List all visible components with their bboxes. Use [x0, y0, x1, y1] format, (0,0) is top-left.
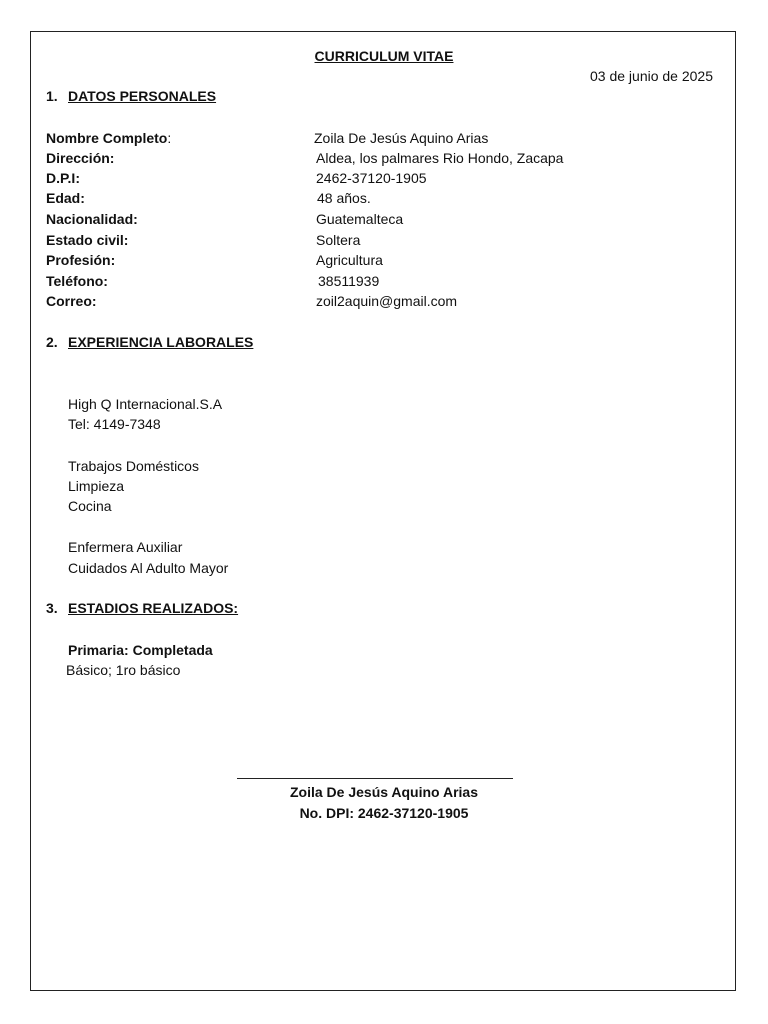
email-label: Correo: — [46, 293, 97, 309]
civil-status-label: Estado civil: — [46, 232, 129, 248]
signature-dpi: No. DPI: 2462-37120-1905 — [299, 805, 469, 821]
phone-label: Teléfono: — [46, 273, 108, 289]
address-label: Dirección: — [46, 150, 115, 166]
name-value: Zoila De Jesús Aquino Arias — [314, 130, 489, 146]
dpi-value: 2462-37120-1905 — [316, 170, 427, 186]
email-value: zoil2aquin@gmail.com — [316, 293, 458, 309]
age-label: Edad: — [46, 190, 85, 206]
name-colon: : — [167, 130, 172, 146]
section-number: 2. — [46, 334, 58, 350]
profession-label: Profesión: — [46, 252, 116, 268]
name-label: Nombre Completo — [46, 130, 168, 146]
profession-value: Agricultura — [316, 252, 383, 268]
section-title: ESTADIOS REALIZADOS: — [68, 600, 239, 616]
section-heading-personal — [46, 86, 216, 106]
dpi-label: D.P.I: — [46, 170, 80, 186]
section-title: EXPERIENCIA LABORALES — [68, 334, 254, 350]
section-heading-experience — [46, 332, 253, 352]
experience-job-2-task-1: Cuidados Al Adulto Mayor — [68, 560, 229, 576]
nationality-value: Guatemalteca — [316, 211, 404, 227]
section-title: DATOS PERSONALES — [68, 88, 217, 104]
experience-company: High Q Internacional.S.A — [68, 396, 223, 412]
document-date: 03 de junio de 2025 — [590, 68, 713, 84]
nationality-label: Nacionalidad: — [46, 211, 138, 227]
phone-value: 38511939 — [318, 273, 380, 289]
name-label-row — [46, 128, 171, 148]
section-number: 1. — [46, 88, 58, 104]
document-title: CURRICULUM VITAE — [314, 48, 454, 64]
address-value: Aldea, los palmares Rio Hondo, Zacapa — [316, 150, 564, 166]
experience-job-2: Enfermera Auxiliar — [68, 539, 183, 555]
civil-status-value: Soltera — [316, 232, 361, 248]
signature-name: Zoila De Jesús Aquino Arias — [289, 784, 478, 800]
age-value: 48 años. — [317, 190, 371, 206]
studies-primary: Primaria: Completada — [68, 642, 213, 658]
experience-job-1-task-2: Cocina — [68, 498, 112, 514]
experience-job-1-task-1: Limpieza — [68, 478, 125, 494]
section-heading-studies — [46, 598, 238, 618]
experience-company-phone: Tel: 4149-7348 — [68, 416, 161, 432]
section-number: 3. — [46, 600, 58, 616]
signature-line — [237, 778, 513, 779]
experience-job-1: Trabajos Domésticos — [68, 458, 199, 474]
studies-basic: Básico; 1ro básico — [66, 662, 181, 678]
